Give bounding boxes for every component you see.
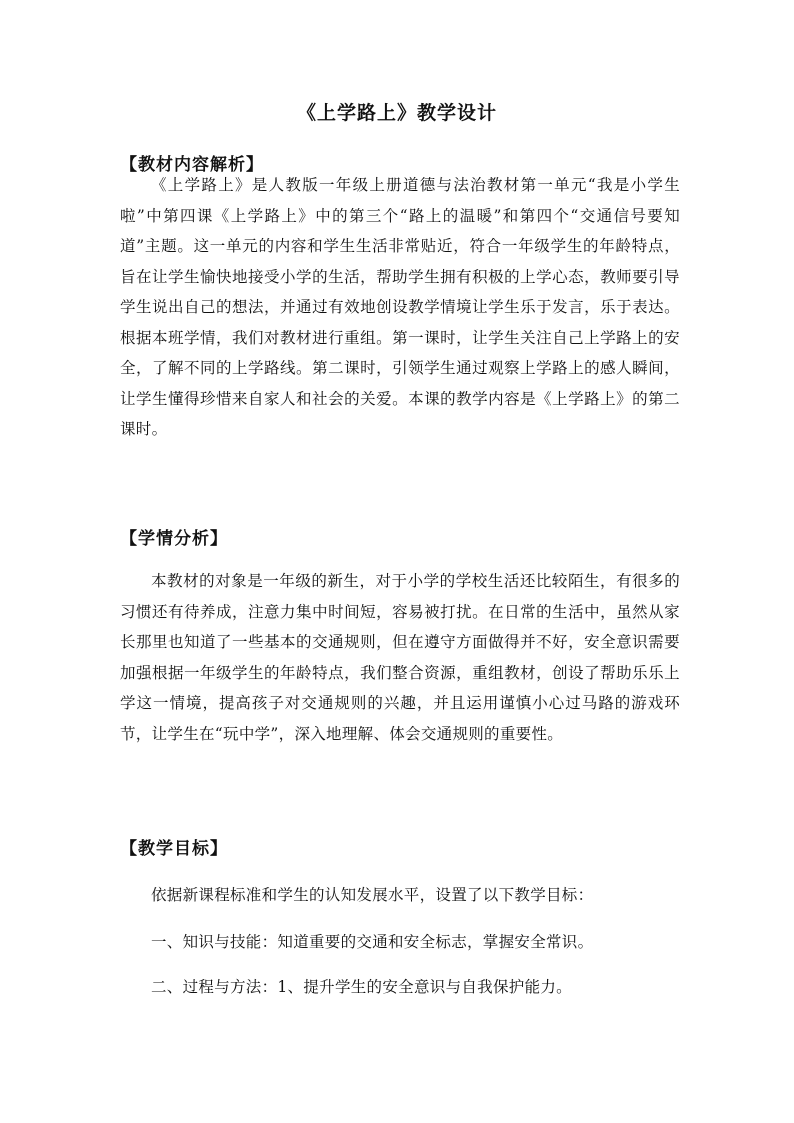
objective-intro-line: 依据新课程标准和学生的认知发展水平，设置了以下教学目标： <box>151 886 594 904</box>
section-paragraph-student-analysis: 本教材的对象是一年级的新生，对于小学的学校生活还比较陌生，有很多的习惯还有待养成，注意力集中时间短，容易被打扰。在日常的生活中，虽然从家长那里也知道了一些基本的交通规则，但在遵守方面做得并不好，安全意识需要加强根据一年级学生的年龄特点，我们整合资源，重组教材，创设了帮助乐乐上学这一情境，提高孩子对交通规则的兴趣，并且运用谨慎小心过马路的游戏环节，让学生在“玩中学”，深入地理解、体会交通规则的重要性。 <box>120 572 680 743</box>
section-heading-textbook-analysis: 【教材内容解析】 <box>120 155 264 175</box>
section-heading-teaching-objectives: 【教学目标】 <box>120 839 228 859</box>
section-paragraph-textbook-analysis: 《上学路上》是人教版一年级上册道德与法治教材第一单元“我是小学生啦”中第四课《上学路上》中的第三个“路上的温暖”和第四个“交通信号要知道”主题。这一单元的内容和学生生活非常贴近，符合一年级学生的年龄特点，旨在让学生愉快地接受小学的生活，帮助学生拥有积极的上学心态，教师要引导学生说出自己的想法，并通过有效地创设教学情境让学生乐于发言，乐于表达。根据本班学情，我们对教材进行重组。第一课时，让学生关注自己上学路上的安全，了解不同的上学路线。第二课时，引领学生通过观察上学路上的感人瞬间，让学生懂得珍惜来自家人和社会的关爱。本课的教学内容是《上学路上》的第二课时。 <box>120 176 680 438</box>
document-title: 《上学路上》教学设计 <box>296 102 497 124</box>
objective-knowledge-line: 一、知识与技能：知道重要的交通和安全标志，掌握安全常识。 <box>151 933 594 951</box>
section-heading-student-analysis: 【学情分析】 <box>120 529 228 549</box>
objective-process-line: 二、过程与方法：1、提升学生的安全意识与自我保护能力。 <box>151 978 572 996</box>
